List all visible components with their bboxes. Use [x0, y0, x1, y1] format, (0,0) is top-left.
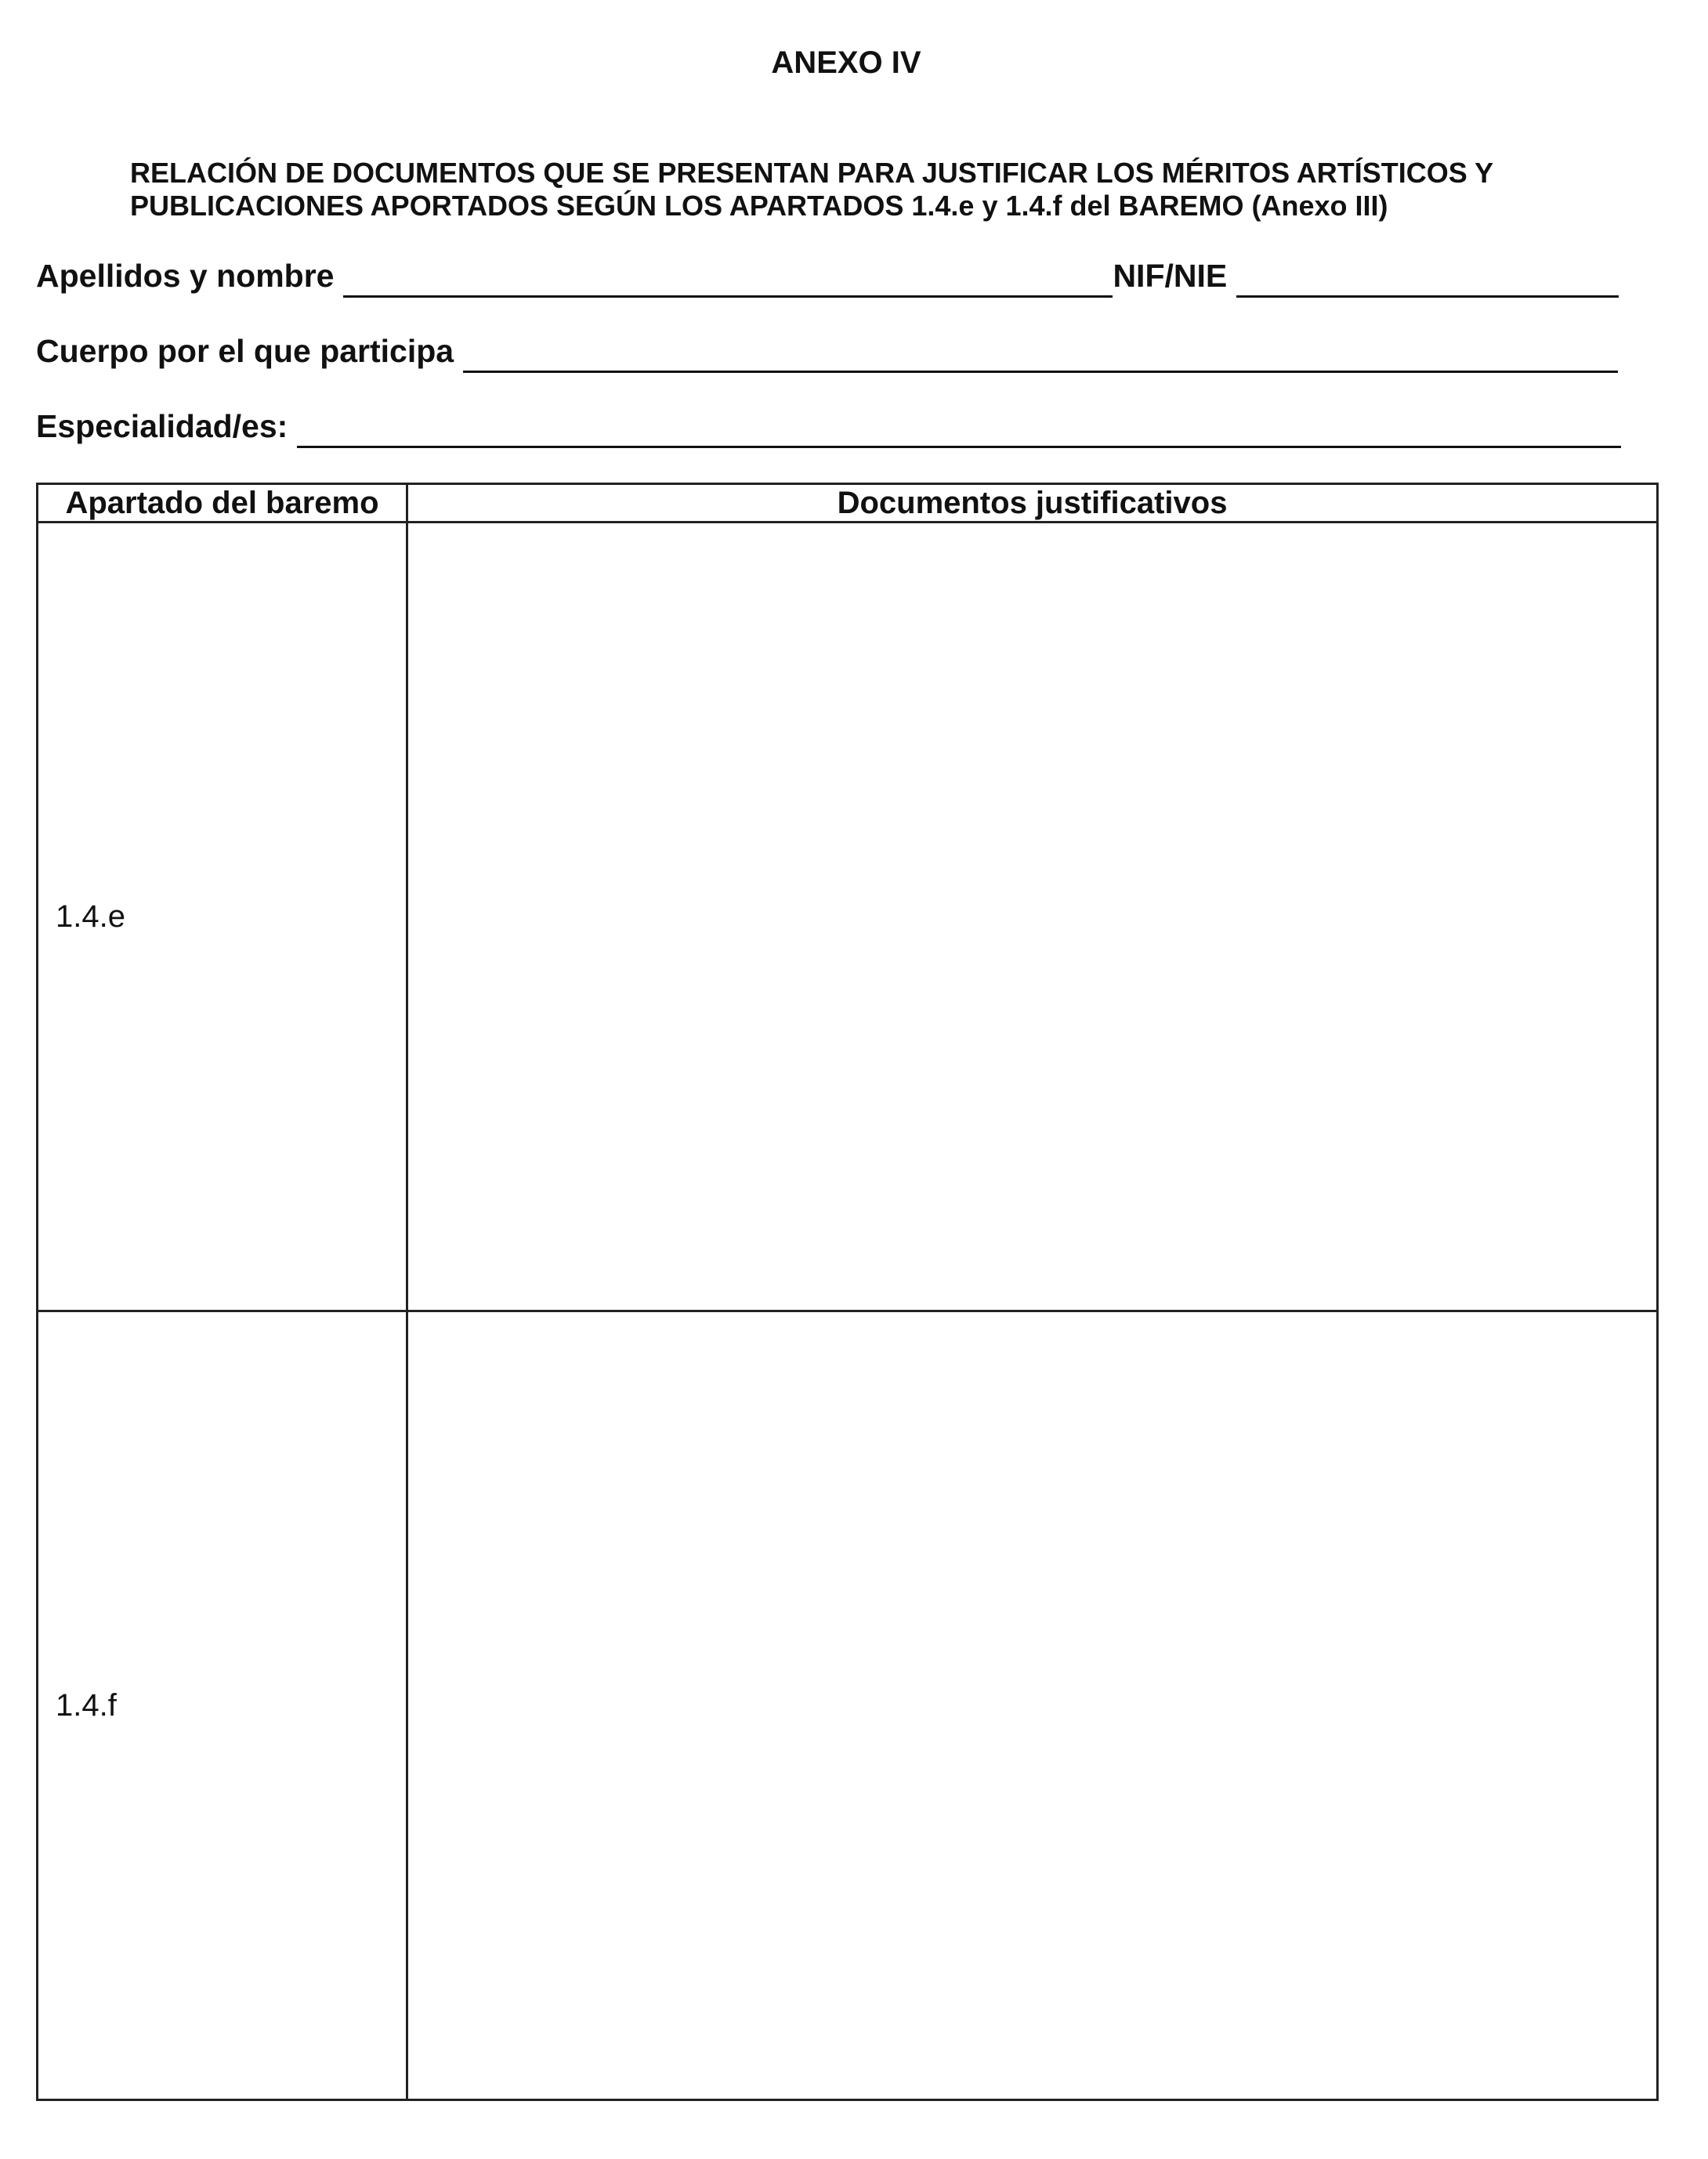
especialidad-field[interactable] — [297, 411, 1621, 448]
documents-table — [36, 483, 1659, 2101]
name-row — [36, 254, 1619, 298]
header-apartado: Apartado del baremo — [38, 484, 407, 523]
page-title: ANEXO IV — [771, 45, 921, 80]
table-row — [38, 523, 1658, 1311]
name-field[interactable] — [343, 261, 1113, 298]
cuerpo-row — [36, 329, 1618, 373]
apartado-cell: 1.4.f — [38, 1311, 407, 2100]
nif-field[interactable] — [1236, 261, 1619, 298]
especialidad-row — [36, 404, 1621, 448]
header-documentos: Documentos justificativos — [407, 484, 1658, 523]
cuerpo-label: Cuerpo por el que participa — [36, 333, 454, 369]
page-subtitle — [130, 157, 1666, 222]
subtitle-line-1: RELACIÓN DE DOCUMENTOS QUE SE PRESENTAN PARA JUSTIFICAR LOS MÉRITOS ARTÍSTICOS Y — [130, 157, 1494, 189]
especialidad-label: Especialidad/es: — [36, 408, 288, 444]
documentos-cell[interactable] — [407, 523, 1658, 1311]
subtitle-line-2: PUBLICACIONES APORTADOS SEGÚN LOS APARTADOS 1.4.e y 1.4.f del BAREMO (Anexo III) — [130, 190, 1388, 222]
cuerpo-field[interactable] — [463, 336, 1618, 373]
name-label: Apellidos y nombre — [36, 258, 335, 294]
table-header-row — [38, 484, 1658, 523]
nif-label: NIF/NIE — [1113, 258, 1228, 294]
apartado-cell: 1.4.e — [38, 523, 407, 1311]
table-row — [38, 1311, 1658, 2100]
documentos-cell[interactable] — [407, 1311, 1658, 2100]
